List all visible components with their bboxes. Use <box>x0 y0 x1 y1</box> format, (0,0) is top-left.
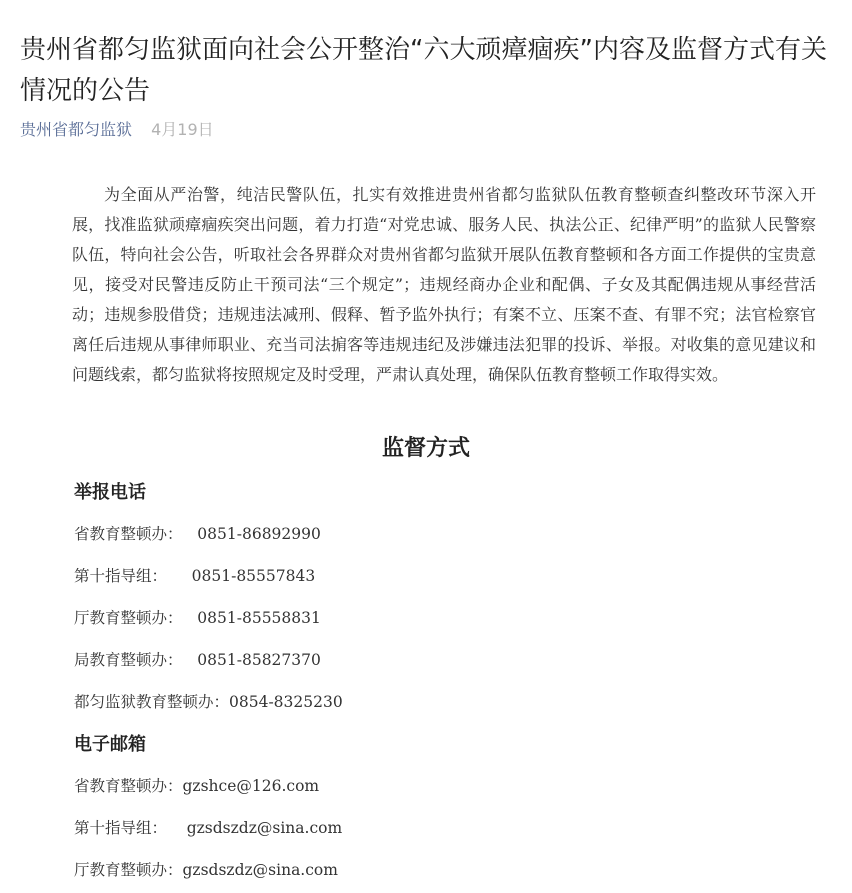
phone-item: 第十指导组： 0851-85557843 <box>74 567 316 585</box>
section-heading-supervision: 监督方式 <box>381 435 470 461</box>
phone-heading: 举报电话 <box>74 482 146 503</box>
article-meta <box>20 118 214 142</box>
announcement-paragraph: 为全面从严治警，纯洁民警队伍，扎实有效推进贵州省都匀监狱队伍教育整顿查纠整改环节深入开展，找准监狱顽瘴痼疾突出问题，着力打造“对党忠诚、服务人民、执法公正、纪律严明”的监狱人民警察队伍，特向社会公告，听取社会各界群众对贵州省都匀监狱开展队伍教育整顿和各方面工作提供的宝贵意见，接受对民警违反防止干预司法“三个规定”；违规经商办企业和配偶、子女及其配偶违规从事经营活动；违规参股借贷；违规违法减刑、假释、暂予监外执行；有案不立、压案不查、有罪不究；法官检察官离任后违规从事律师职业、充当司法掮客等违规违纪及涉嫌违法犯罪的投诉、举报。对收集的意见建议和问题线索，都匀监狱将按照规定及时受理，严肃认真处理，确保队伍教育整顿工作取得实效。 <box>72 185 816 384</box>
email-item: 厅教育整顿办：gzsdszdz@sina.com <box>74 861 338 879</box>
phone-item: 局教育整顿办： 0851-85827370 <box>74 651 321 669</box>
email-heading: 电子邮箱 <box>74 734 146 755</box>
phone-item: 厅教育整顿办： 0851-85558831 <box>74 609 321 627</box>
phone-item: 都匀监狱教育整顿办：0854-8325230 <box>74 693 343 711</box>
email-item: 省教育整顿办：gzshce@126.com <box>74 777 320 795</box>
article-title: 贵州省都匀监狱面向社会公开整治“六大顽瘴痼疾”内容及监督方式有关情况的公告 <box>20 35 827 106</box>
email-item: 第十指导组： gzsdszdz@sina.com <box>74 819 343 837</box>
phone-item: 省教育整顿办： 0851-86892990 <box>74 525 321 543</box>
publish-date: 4月19日 <box>151 120 214 139</box>
account-name-link[interactable]: 贵州省都匀监狱 <box>20 120 133 139</box>
